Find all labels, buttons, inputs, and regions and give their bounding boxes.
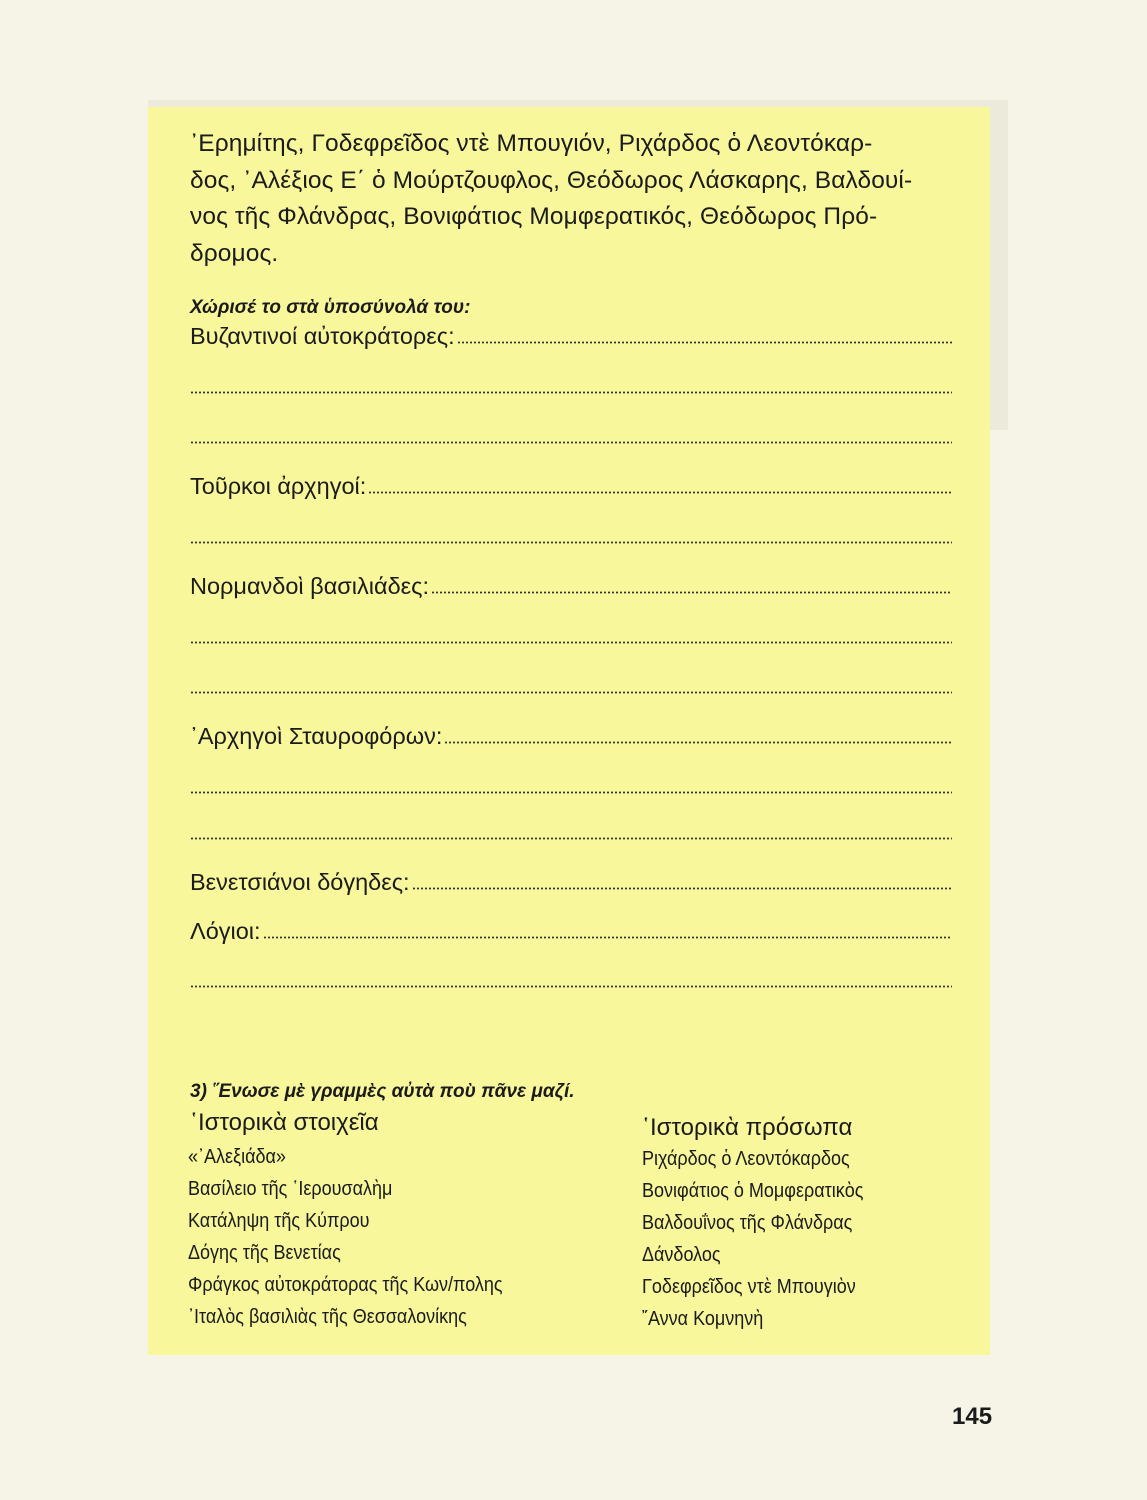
dotted-answer-line[interactable] <box>190 985 952 988</box>
group-label: Βυζαντινοί αὐτοκράτορες: <box>190 323 455 349</box>
page-number: 145 <box>952 1403 993 1430</box>
intro-text <box>190 126 960 272</box>
answer-line-crusader-leaders[interactable] <box>190 720 952 750</box>
group-label: Νορμανδοὶ βασιλιάδες: <box>190 573 429 599</box>
historical-element[interactable]: ᾿Ιταλὸς βασιλιὰς τῆς Θεσσαλονίκης <box>188 1306 467 1328</box>
historical-person[interactable]: Βαλδουΐνος τῆς Φλάνδρας <box>642 1212 853 1234</box>
dotted-answer-line <box>412 887 952 890</box>
group-label: ᾿Αρχηγοὶ Σταυροφόρων: <box>190 723 443 749</box>
dotted-answer-line <box>431 591 952 594</box>
answer-line-turkish-leaders[interactable] <box>190 470 952 500</box>
historical-element[interactable]: Βασίλειο τῆς ῾Ιερουσαλὴμ <box>188 1178 393 1200</box>
dotted-answer-line <box>457 341 952 344</box>
dotted-answer-line[interactable] <box>190 391 952 394</box>
dotted-answer-line <box>368 491 952 494</box>
historical-person[interactable]: Βονιφάτιος ὁ Μομφερατικὸς <box>642 1180 864 1202</box>
answer-line-scholars[interactable] <box>190 915 952 945</box>
historical-element[interactable]: Φράγκος αὐτοκράτορας τῆς Κων/πολης <box>188 1274 503 1296</box>
dotted-answer-line <box>263 936 952 939</box>
left-column-heading: ῾Ιστορικὰ στοιχεῖα <box>190 1109 379 1136</box>
group-label: Βενετσιάνοι δόγηδες: <box>190 869 410 895</box>
historical-element[interactable]: Δόγης τῆς Βενετίας <box>188 1242 341 1264</box>
dotted-answer-line <box>444 741 952 744</box>
right-column-heading: ῾Ιστορικὰ πρόσωπα <box>642 1114 853 1141</box>
answer-line-venetian-doges[interactable] <box>190 866 952 896</box>
dotted-answer-line[interactable] <box>190 791 952 794</box>
intro-line: δρομος. <box>190 239 279 267</box>
group-label: Λόγιοι: <box>190 918 261 944</box>
dotted-answer-line[interactable] <box>190 541 952 544</box>
section3-heading: 3) ῞Ενωσε μὲ γραμμὲς αὐτὰ ποὺ πᾶνε μαζί. <box>190 1081 575 1102</box>
answer-line-byzantine-emperors[interactable] <box>190 320 952 350</box>
intro-line: ᾿Ερημίτης, Γοδεφρεῖδος ντὲ Μπουγιόν, Ριχάρδος ὁ Λεοντόκαρ- <box>190 130 873 157</box>
historical-person[interactable]: Ριχάρδος ὁ Λεοντόκαρδος <box>642 1148 850 1170</box>
historical-person[interactable]: ῎Αννα Κομνηνὴ <box>642 1308 764 1330</box>
dotted-answer-line[interactable] <box>190 641 952 644</box>
dotted-answer-line[interactable] <box>190 441 952 444</box>
group-label: Τοῦρκοι ἀρχηγοί: <box>190 473 367 499</box>
answer-line-norman-kings[interactable] <box>190 570 952 600</box>
section2-heading: Χώρισέ το στὰ ὑποσύνολά του: <box>190 297 471 318</box>
historical-person[interactable]: Γοδεφρεῖδος ντὲ Μπουγιὸν <box>642 1276 856 1298</box>
intro-line: δος, ᾿Αλέξιος Ε΄ ὁ Μούρτζουφλος, Θεόδωρος Λάσκαρης, Βαλδουί- <box>190 166 913 194</box>
dotted-answer-line[interactable] <box>190 691 952 694</box>
historical-element[interactable]: Κατάληψη τῆς Κύπρου <box>188 1210 370 1232</box>
intro-line: νος τῆς Φλάνδρας, Βονιφάτιος Μομφερατικός, Θεόδωρος Πρό- <box>190 203 878 230</box>
historical-person[interactable]: Δάνδολος <box>642 1244 721 1266</box>
historical-element[interactable]: «᾿Αλεξιάδα» <box>188 1146 286 1168</box>
dotted-answer-line[interactable] <box>190 837 952 840</box>
